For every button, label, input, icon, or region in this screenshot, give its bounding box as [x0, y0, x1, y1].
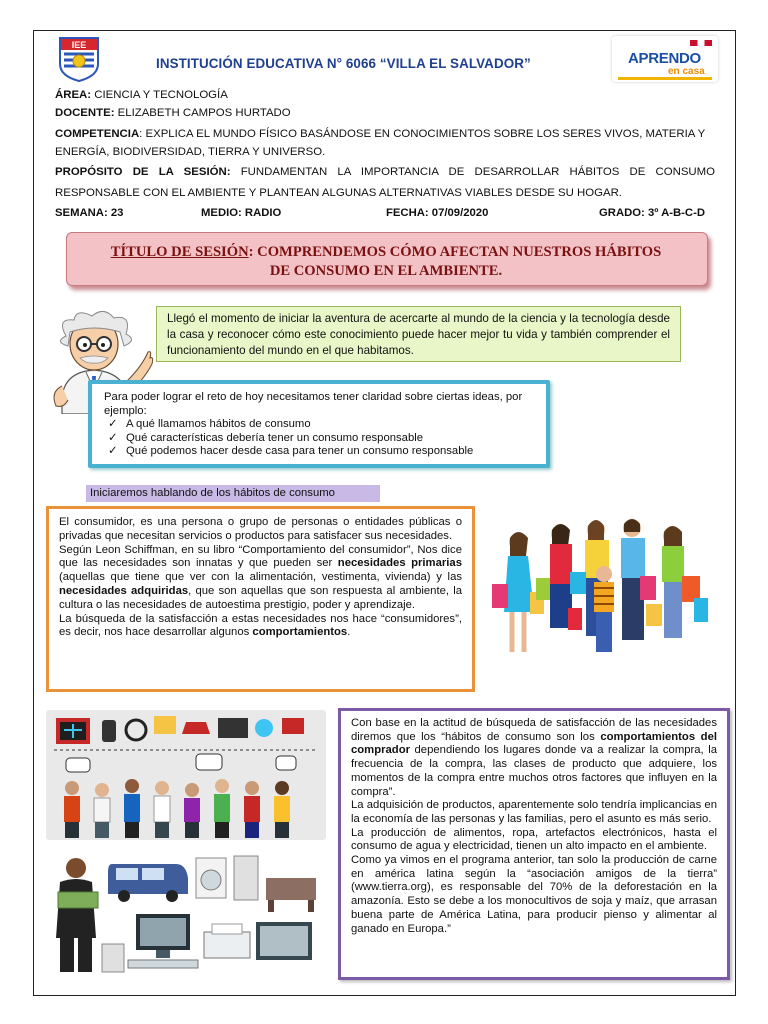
check-icon: ✓ — [108, 431, 118, 444]
brand-bar — [618, 77, 712, 80]
brand-sub: en casa — [668, 66, 705, 77]
check-icon: ✓ — [108, 418, 118, 431]
consumer-p2: Según Leon Schiffman, en su libro “Comportamiento del consumidor”, Nos dice que las necesidades son innatas y que pueden ser necesidades primarias (aquellas que tiene que ver con la alimentación, vestimenta, vivienda) y las necesidades adquiridas, que son aquellas que son respuesta al ambiente, la cultura o las necesidades de autoestima prestigio, poder y aprendizaje. — [59, 543, 462, 611]
svg-text:IEE: IEE — [71, 40, 87, 50]
check-icon: ✓ — [108, 445, 118, 458]
proposito-line: PROPÓSITO DE LA SESIÓN: FUNDAMENTAN LA IMPORTANCIA DE DESARROLLAR HÁBITOS DE CONSUMO RESPONSABLE CON EL AMBIENTE Y PLANTEAN ALGUNAS ALTERNATIVAS VIABLES DESDE SU HOGAR. — [55, 166, 715, 199]
grado: GRADO: 3º A-B-C-D — [599, 207, 705, 219]
consumer-products-illustration — [46, 848, 326, 980]
ideas-box — [88, 380, 550, 468]
shoppers-photo — [482, 512, 714, 672]
ideas-lead: Para poder lograr el reto de hoy necesitamos tener claridad sobre ciertas ideas, por ejemplo: — [104, 391, 523, 417]
medio: MEDIO: RADIO — [201, 207, 282, 219]
behavior-p1: Con base en la actitud de búsqueda de satisfacción de las necesidades diremos que los “hábitos de consumo son los comportamientos del comprador dependiendo los lugares donde va a realizar la compra, la frecuencia de la compra, las clases de producto que adquiere, los momentos de la compra entre muchos otros factores que influyen en la compra”. — [351, 717, 718, 798]
consumer-definition-box — [46, 506, 475, 692]
docente-line: DOCENTE: ELIZABETH CAMPOS HURTADO — [55, 107, 291, 119]
behavior-p2: La adquisición de productos, aparentemente solo tendría implicancias en la economía de las personas y las familias, pero el asunto es más serio. — [351, 799, 717, 825]
ideas-list — [104, 418, 534, 459]
list-item: ✓ Qué características debería tener un consumo responsable — [108, 431, 424, 444]
area-line: ÁREA: CIENCIA Y TECNOLOGÍA — [55, 89, 228, 101]
start-label: Iniciaremos hablando de los hábitos de consumo — [86, 485, 380, 502]
brand-main: APRENDO — [628, 50, 701, 67]
behavior-p3: La producción de alimentos, ropa, artefactos electrónicos, hasta el consumo de agua y electricidad, tienen un alto impacto en el ambiente. — [351, 826, 717, 853]
peru-flag-icon — [690, 40, 712, 46]
competencia-line: COMPETENCIA: EXPLICA EL MUNDO FÍSICO BASÁNDOSE EN CONOCIMIENTOS SOBRE LOS SERES VIVOS, MATERIA Y ENERGÍA, BIODIVERSIDAD, TIERRA Y UNIVERSO. — [55, 128, 706, 158]
list-item: ✓ Qué podemos hacer desde casa para tener un consumo responsable — [108, 445, 474, 458]
technology-consumption-collage — [46, 710, 326, 840]
aprendo-en-casa-logo — [612, 36, 718, 82]
session-title: TÍTULO DE SESIÓN: COMPRENDEMOS CÓMO AFECTAN NUESTROS HÁBITOS DE CONSUMO EN EL AMBIENTE. — [110, 244, 662, 279]
school-shield-logo — [56, 36, 102, 82]
consumption-habits-box — [338, 708, 730, 980]
fecha: FECHA: 07/09/2020 — [386, 207, 489, 219]
intro-box: Llegó el momento de iniciar la aventura de acercarte al mundo de la ciencia y la tecnología desde la casa y reconocer cómo este conocimiento puede hacer mejor tu vida y también comprender el funcionamiento del mundo en el que habitamos. — [156, 306, 681, 362]
list-item: ✓ A qué llamamos hábitos de consumo — [108, 418, 311, 431]
semana: SEMANA: 23 — [55, 207, 124, 219]
institution-title: INSTITUCIÓN EDUCATIVA N° 6066 “VILLA EL SALVADOR” — [156, 56, 531, 71]
consumer-p1: El consumidor, es una persona o grupo de personas o entidades públicas o privadas que necesitan servicios o productos para satisfacer sus necesidades. — [59, 516, 462, 542]
consumer-p3: La búsqueda de la satisfacción a estas necesidades nos hace “consumidores”, es decir, nos hace desarrollar algunos comportamientos. — [59, 612, 462, 639]
behavior-p4: Como ya vimos en el programa anterior, tan solo la producción de carne en américa latina según la “asociación amigos de la tierra” (www.tierra.org), es responsable del 70% de la deforestación en la amazonía. Esto se debe a los monocultivos de soja y maíz, que arrasan buena parte de América Latina, para producir pienso y alimentar al ganado en Europa.” — [351, 854, 717, 935]
session-title-banner — [66, 232, 708, 286]
